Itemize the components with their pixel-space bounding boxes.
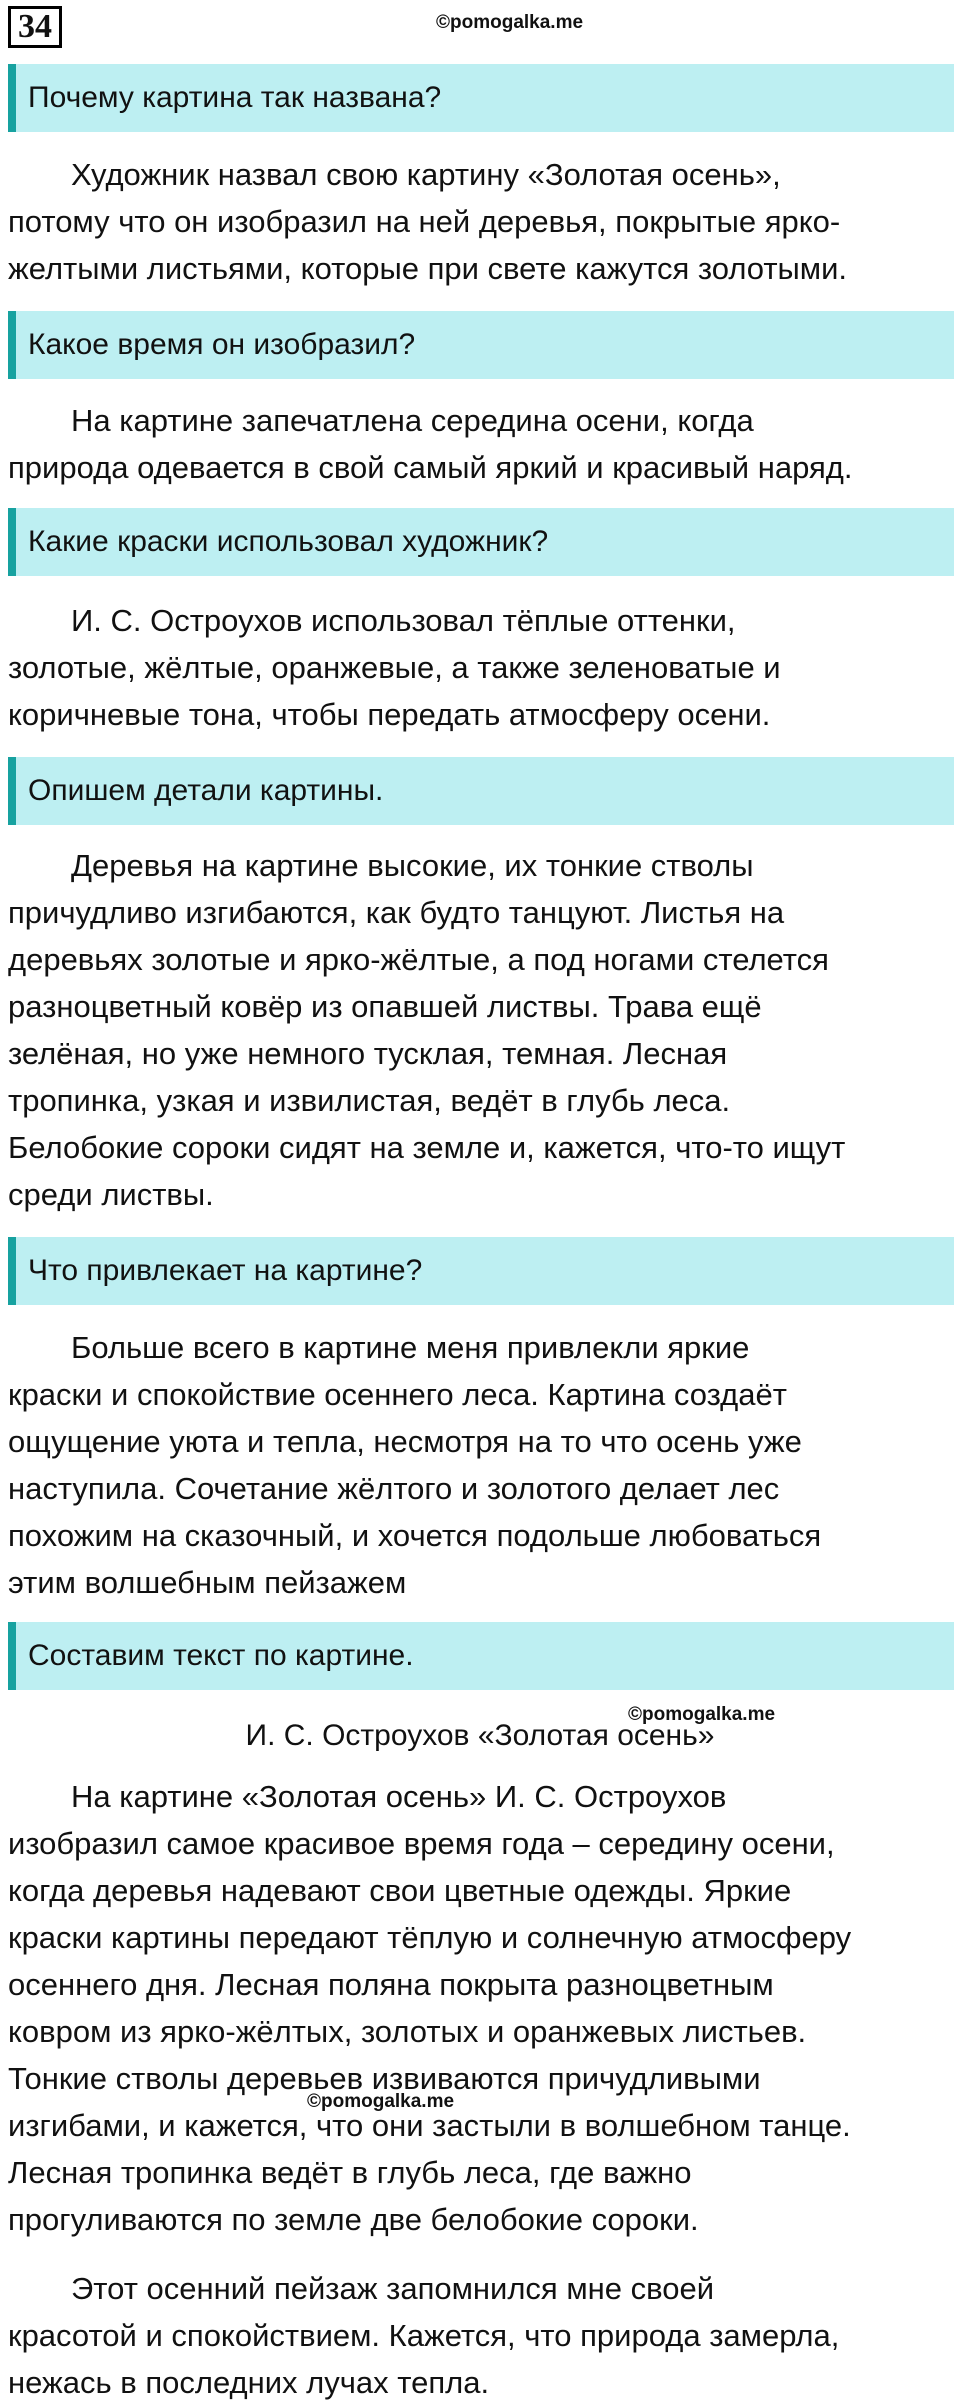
- text-line: краски и спокойствие осеннего леса. Картина создаёт: [8, 1377, 787, 1412]
- answer-paragraph: [8, 151, 948, 292]
- text-line: золотые, жёлтые, оранжевые, а также зеленоватые и: [8, 650, 781, 685]
- text-line: На картине «Золотая осень» И. С. Остроухов: [71, 1779, 727, 1814]
- text-line: Тонкие стволы деревьев извиваются причудливыми: [8, 2061, 761, 2096]
- text-line: тропинка, узкая и извилистая, ведёт в глубь леса.: [8, 1083, 731, 1118]
- watermark-bottom: ©pomogalka.me: [307, 2091, 455, 2112]
- text-line: деревьях золотые и ярко-жёлтые, а под ногами стелется: [8, 942, 829, 977]
- text-line: изобразил самое красивое время года – середину осени,: [8, 1826, 835, 1861]
- text-line: краски картины передают тёплую и солнечную атмосферу: [8, 1920, 852, 1955]
- question-heading: Почему картина так названа?: [8, 64, 954, 132]
- question-heading: Что привлекает на картине?: [8, 1237, 954, 1305]
- question-heading: Составим текст по картине.: [8, 1622, 954, 1690]
- text-line: зелёная, но уже немного тусклая, темная. Лесная: [8, 1036, 728, 1071]
- text-line: похожим на сказочный, и хочется подольше любоваться: [8, 1518, 822, 1553]
- page-number: 34: [8, 6, 62, 48]
- answer-paragraph: [8, 1324, 948, 1606]
- question-heading: Опишем детали картины.: [8, 757, 954, 825]
- text-line: ковром из ярко-жёлтых, золотых и оранжевых листьев.: [8, 2014, 807, 2049]
- text-line: осеннего дня. Лесная поляна покрыта разноцветным: [8, 1967, 774, 2002]
- essay-title: И. С. Остроухов «Золотая осень»: [245, 1719, 715, 1752]
- answer-paragraph: [8, 397, 948, 491]
- text-line: красотой и спокойствием. Кажется, что природа замерла,: [8, 2318, 840, 2353]
- text-line: Белобокие сороки сидят на земле и, кажется, что-то ищут: [8, 1130, 846, 1165]
- text-line: желтыми листьями, которые при свете кажутся золотыми.: [8, 251, 848, 286]
- text-line: прогуливаются по земле две белобокие сороки.: [8, 2202, 699, 2237]
- essay-paragraph: [8, 2265, 948, 2406]
- text-line: Больше всего в картине меня привлекли яркие: [71, 1330, 750, 1365]
- watermark-top: ©pomogalka.me: [436, 12, 584, 33]
- watermark-middle: ©pomogalka.me: [628, 1704, 776, 1725]
- text-line: наступила. Сочетание жёлтого и золотого делает лес: [8, 1471, 780, 1506]
- text-line: ощущение уюта и тепла, несмотря на то что осень уже: [8, 1424, 802, 1459]
- text-line: Лесная тропинка ведёт в глубь леса, где важно: [8, 2155, 692, 2190]
- text-line: нежась в последних лучах тепла.: [8, 2365, 490, 2400]
- text-line: этим волшебным пейзажем: [8, 1565, 407, 1600]
- text-line: И. С. Остроухов использовал тёплые оттенки,: [71, 603, 736, 638]
- answer-paragraph: [8, 597, 948, 738]
- answer-paragraph: [8, 842, 948, 1218]
- text-line: причудливо изгибаются, как будто танцуют. Листья на: [8, 895, 785, 930]
- question-heading: Какое время он изобразил?: [8, 311, 954, 379]
- question-heading: Какие краски использовал художник?: [8, 508, 954, 576]
- text-line: На картине запечатлена середина осени, когда: [71, 403, 754, 438]
- text-line: коричневые тона, чтобы передать атмосферу осени.: [8, 697, 771, 732]
- text-line: Деревья на картине высокие, их тонкие стволы: [71, 848, 754, 883]
- text-line: Этот осенний пейзаж запомнился мне своей: [71, 2271, 715, 2306]
- text-line: среди листвы.: [8, 1177, 214, 1212]
- text-line: природа одевается в свой самый яркий и красивый наряд.: [8, 450, 853, 485]
- text-line: когда деревья надевают свои цветные одежды. Яркие: [8, 1873, 792, 1908]
- essay-paragraph: [8, 1773, 948, 2243]
- text-line: потому что он изобразил на ней деревья, покрытые ярко-: [8, 204, 841, 239]
- text-line: изгибами, и кажется, что они застыли в волшебном танце.: [8, 2108, 851, 2143]
- text-line: Художник назвал свою картину «Золотая осень»,: [71, 157, 781, 192]
- text-line: разноцветный ковёр из опавшей листвы. Трава ещё: [8, 989, 762, 1024]
